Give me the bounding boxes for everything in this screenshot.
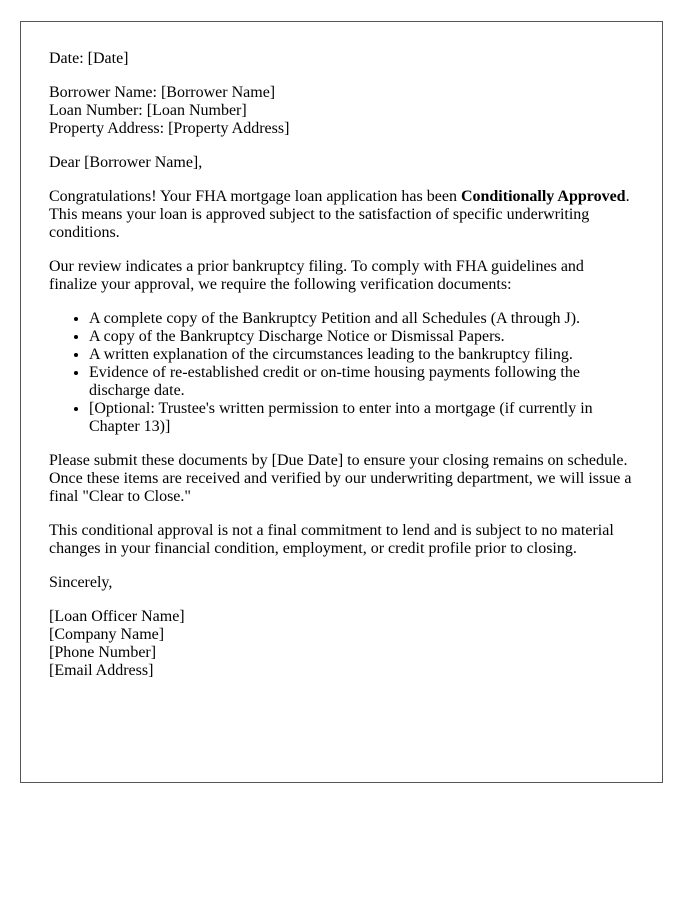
list-item: • A complete copy of the Bankruptcy Petition and all Schedules (A through J).	[89, 310, 634, 328]
loan-number-line: Loan Number: [Loan Number]	[49, 102, 247, 119]
intro-text-end: . This means your loan is approved subject to the satisfaction of specific underwriting conditions.	[49, 188, 630, 241]
documents-list	[49, 310, 634, 436]
intro-paragraph	[49, 188, 634, 242]
loan-officer-name: [Loan Officer Name]	[49, 608, 185, 625]
property-address-line: Property Address: [Property Address]	[49, 120, 290, 137]
list-item: • A written explanation of the circumstances leading to the bankruptcy filing.	[89, 346, 634, 364]
letter-document	[20, 21, 663, 783]
signature-block	[49, 608, 634, 680]
disclaimer-paragraph: This conditional approval is not a final commitment to lend and is subject to no material changes in your financial condition, employment, or credit profile prior to closing.	[49, 522, 614, 557]
approval-status: Conditionally Approved	[460, 188, 626, 205]
salutation: Dear [Borrower Name],	[49, 154, 203, 171]
borrower-info	[49, 84, 634, 138]
closing: Sincerely,	[49, 574, 113, 591]
email-address: [Email Address]	[49, 662, 154, 679]
submit-paragraph: Please submit these documents by [Due Date] to ensure your closing remains on schedule. Once these items are received and verified by our underwriting department, we will issue a final "Clear to Close."	[49, 452, 632, 505]
list-item: • A copy of the Bankruptcy Discharge Notice or Dismissal Papers.	[89, 328, 634, 346]
phone-number: [Phone Number]	[49, 644, 157, 661]
list-item: • Evidence of re-established credit or on-time housing payments following the discharge date.	[89, 364, 634, 400]
list-item: • [Optional: Trustee's written permission to enter into a mortgage (if currently in Chapter 13)]	[89, 400, 634, 436]
intro-text: Congratulations! Your FHA mortgage loan application has been	[49, 188, 461, 205]
review-paragraph: Our review indicates a prior bankruptcy filing. To comply with FHA guidelines and finalize your approval, we require the following verification documents:	[49, 258, 584, 293]
company-name: [Company Name]	[49, 626, 165, 643]
date-line: Date: [Date]	[49, 50, 129, 67]
borrower-name-line: Borrower Name: [Borrower Name]	[49, 84, 276, 101]
